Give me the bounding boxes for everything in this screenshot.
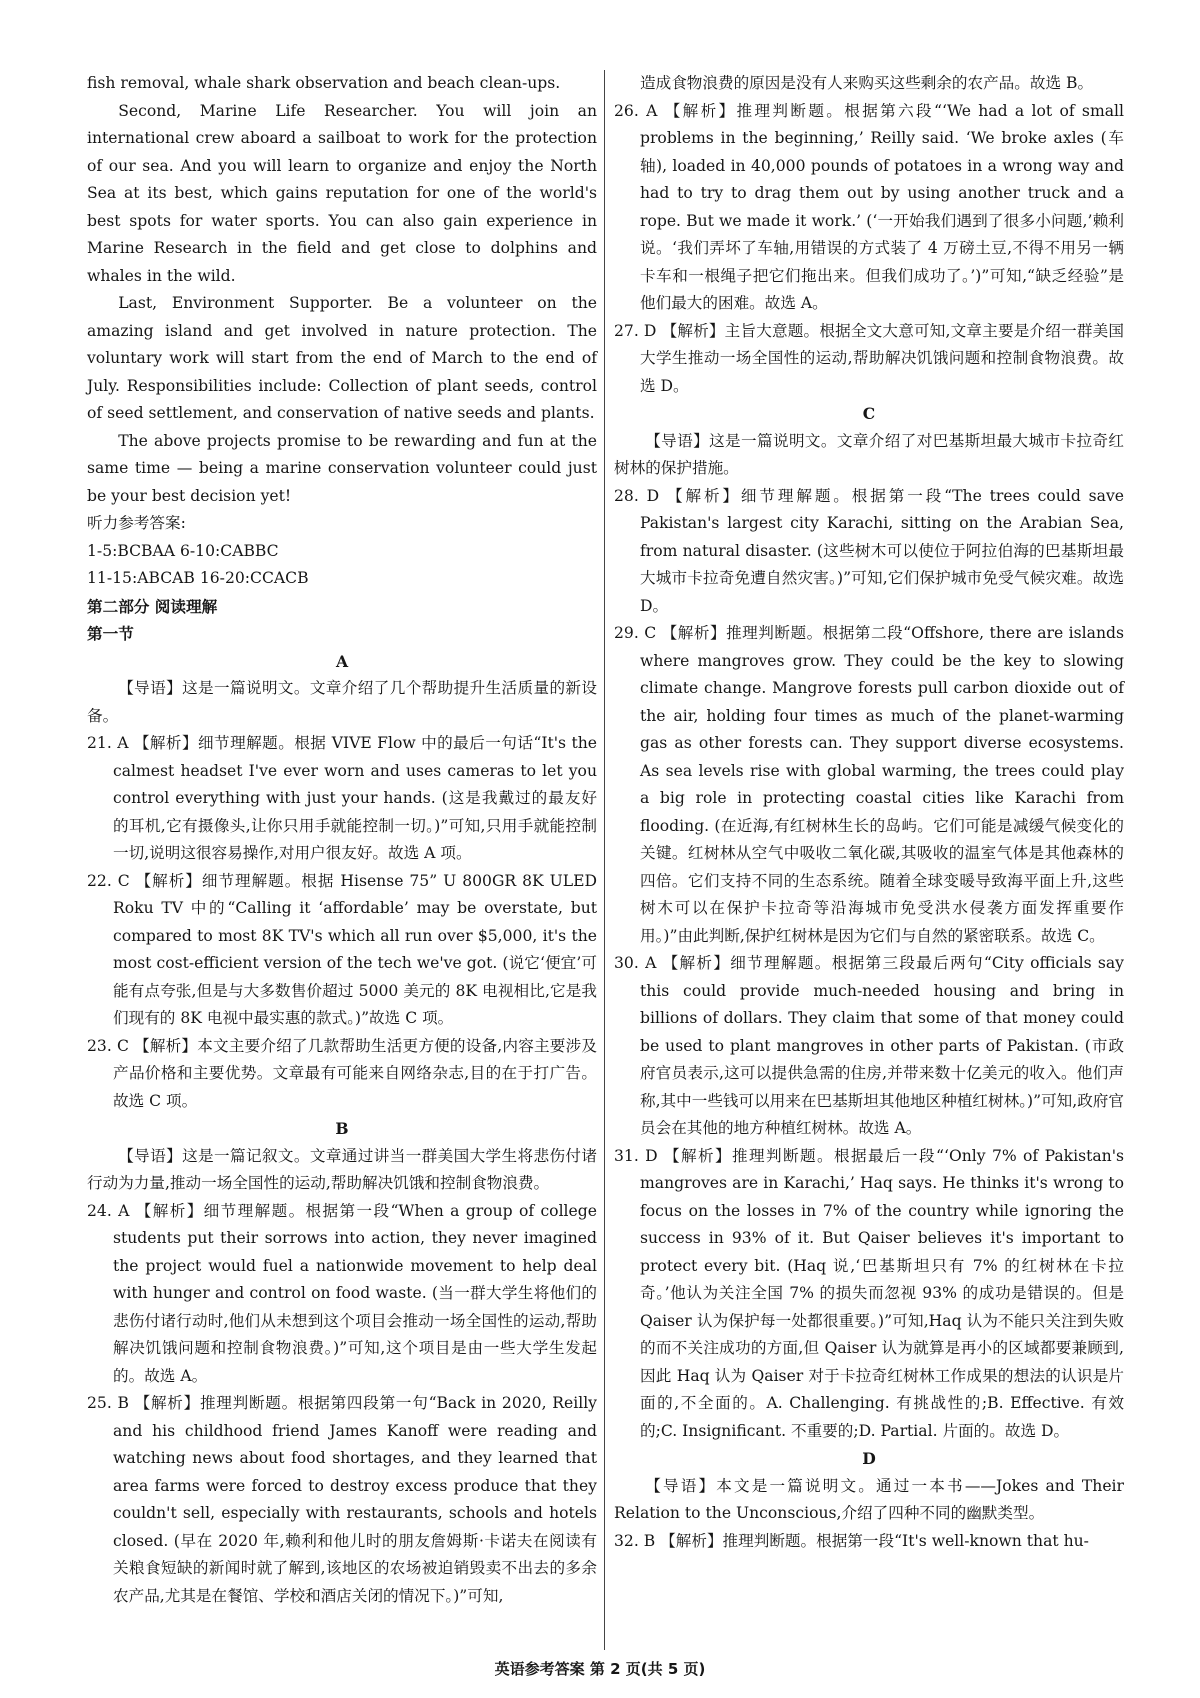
- part-heading: 第二部分 阅读理解: [87, 596, 218, 616]
- text-paragraph: The above projects promise to be rewarding and fun at the same time — being a marine conservation volunteer could just be your best decision yet!: [87, 431, 597, 505]
- text-paragraph: 1-5:BCBAA 6-10:CABBC: [87, 541, 279, 560]
- section-heading: D: [862, 1449, 876, 1468]
- section-heading: B: [335, 1119, 349, 1138]
- column-divider: [604, 70, 605, 1650]
- section-heading: A: [335, 651, 349, 671]
- text-paragraph: Second, Marine Life Researcher. You will join an international crew aboard a sailboat to work for the protection of our sea. And you will learn to organize and enjoy the North Sea at its best, which gains reputation for one of the world's best spots for water sports. You can also gain experience in Marine Research in the field and get close to dolphins and whales in the wild.: [87, 101, 597, 285]
- text-paragraph: 23. C 【解析】本文主要介绍了几款帮助生活更方便的设备,内容主要涉及产品价格和主要优势。文章最有可能来自网络杂志,目的在于打广告。故选 C 项。: [87, 1036, 597, 1110]
- left-column: [87, 70, 597, 1610]
- text-paragraph: 22. C 【解析】细节理解题。根据 Hisense 75” U 800GR 8K ULED Roku TV 中的“Calling it ‘affordable’ may be overstate, but compared to most 8K TV's which all run over $5,000, it's the most cost-efficient version of the tech we've got. (说它‘便宜’可能有点夸张,但是与大多数售价超过 5000 美元的 8K 电视相比,它是我们现有的 8K 电视中最实惠的款式。)”故选 C 项。: [87, 871, 597, 1027]
- text-paragraph: 【导语】这是一篇说明文。文章介绍了对巴基斯坦最大城市卡拉奇红树林的保护措施。: [614, 431, 1124, 477]
- text-paragraph: 11-15:ABCAB 16-20:CCACB: [87, 569, 309, 587]
- part-heading: 第一节: [87, 624, 134, 643]
- text-paragraph: 29. C 【解析】推理判断题。根据第二段“Offshore, there are islands where mangroves grow. They could be the key to slowing climate change. Mangrove forests pull carbon dioxide out of the air, holding four times as much of the planet-warming gas as other forests can. They support diverse ecosystems. As sea levels rise with global warming, the trees could play a big role in protecting coastal cities like Karachi from flooding. (在近海,有红树林生长的岛屿。它们可能是减缓气候变化的关键。红树林从空气中吸收二氧化碳,其吸收的温室气体是其他森林的四倍。它们支持不同的生态系统。随着全球变暖导致海平面上升,这些树木可以在保护卡拉奇等沿海城市免受洪水侵袭方面发挥重要作用。)”由此判断,保护红树林是因为它们与自然的紧密联系。故选 C。: [614, 624, 1124, 945]
- section-heading: C: [862, 404, 876, 423]
- text-paragraph: 21. A 【解析】细节理解题。根据 VIVE Flow 中的最后一句话“It's the calmest headset I've ever worn and uses cameras to let you control everything with just your hands. (这是我戴过的最友好的耳机,它有摄像头,让你只用手就能控制一切。)”可知,只用手就能控制一切,说明这很容易操作,对用户很友好。故选 A 项。: [87, 734, 597, 862]
- text-paragraph: fish removal, whale shark observation and beach clean-ups.: [87, 74, 561, 92]
- right-column: [614, 70, 1124, 1555]
- text-paragraph: 【导语】这是一篇说明文。文章介绍了几个帮助提升生活质量的新设备。: [87, 679, 597, 725]
- text-paragraph: 听力参考答案:: [87, 514, 186, 532]
- text-paragraph: 30. A 【解析】细节理解题。根据第三段最后两句“City officials say this could provide much-needed housing and bring in billions of dollars. They claim that some of that money could be used to plant mangroves in other parts of Pakistan. (市政府官员表示,这可以提供急需的住房,并带来数十亿美元的收入。他们声称,其中一些钱可以用来在巴基斯坦其他地区种植红树林。)”可知,政府官员会在其他的地方种植红树林。故选 A。: [614, 954, 1124, 1137]
- text-paragraph: 25. B 【解析】推理判断题。根据第四段第一句“Back in 2020, Reilly and his childhood friend James Kanoff were reading and watching news about food shortages, and they learned that area farms were forced to destroy excess produce that they couldn't sell, especially with restaurants, schools and hotels closed. (早在 2020 年,赖利和他儿时的朋友詹姆斯·卡诺夫在阅读有关粮食短缺的新闻时就了解到,该地区的农场被迫销毁卖不出去的多余农产品,尤其是在餐馆、学校和酒店关闭的情况下。)”可知,: [87, 1394, 597, 1605]
- text-paragraph: 【导语】这是一篇记叙文。文章通过讲当一群美国大学生将悲伤付诸行动为力量,推动一场全国性的运动,帮助解决饥饿和控制食物浪费。: [87, 1146, 597, 1192]
- text-paragraph: 造成食物浪费的原因是没有人来购买这些剩余的农产品。故选 B。: [640, 74, 1094, 92]
- text-paragraph: 【导语】本文是一篇说明文。通过一本书——Jokes and Their Relation to the Unconscious,介绍了四种不同的幽默类型。: [614, 1476, 1124, 1522]
- text-paragraph: 26. A 【解析】推理判断题。根据第六段“‘We had a lot of small problems in the beginning,’ Reilly said. ‘We broke axles (车轴), loaded in 40,000 pounds of potatoes in a wrong way and had to try to drag them out by using another truck and a rope. But we made it work.’ (‘一开始我们遇到了很多小问题,’赖利说。‘我们弄坏了车轴,用错误的方式装了 4 万磅土豆,不得不用另一辆卡车和一根绳子把它们拖出来。但我们成功了。’)”可知,“缺乏经验”是他们最大的困难。故选 A。: [614, 101, 1124, 312]
- text-paragraph: 24. A 【解析】细节理解题。根据第一段“When a group of college students put their sorrows into action, they never imagined the project would fuel a nationwide movement to help deal with hunger and control on food waste. (当一群大学生将他们的悲伤付诸行动时,他们从未想到这个项目会推动一场全国性的运动,帮助解决饥饿问题和控制食物浪费。)”可知,这个项目是由一些大学生发起的。故选 A。: [87, 1201, 597, 1385]
- text-paragraph: Last, Environment Supporter. Be a volunteer on the amazing island and get involved in nature protection. The voluntary work will start from the end of March to the end of July. Responsibilities include: Collection of plant seeds, control of seed settlement, and conservation of native seeds and plants.: [87, 294, 597, 422]
- page-footer: 英语参考答案 第 2 页(共 5 页): [494, 1660, 706, 1678]
- text-paragraph: 32. B 【解析】推理判断题。根据第一段“It's well-known that hu-: [614, 1531, 1089, 1550]
- text-paragraph: 27. D 【解析】主旨大意题。根据全文大意可知,文章主要是介绍一群美国大学生推动一场全国性的运动,帮助解决饥饿问题和控制食物浪费。故选 D。: [614, 321, 1124, 395]
- text-paragraph: 31. D 【解析】推理判断题。根据最后一段“‘Only 7% of Pakistan's mangroves are in Karachi,’ Haq says. He thinks it's wrong to focus on the losses in 7% of the country while ignoring the success in 93% of it. But Qaiser believes it's important to protect every bit. (Haq 说,‘巴基斯坦只有 7% 的红树林在卡拉奇。’他认为关注全国 7% 的损失而忽视 93% 的成功是错误的。但是 Qaiser 认为保护每一处都很重要。)”可知,Haq 认为不能只关注到失败的而不关注成功的方面,但 Qaiser 认为就算是再小的区域都要兼顾到,因此 Haq 认为 Qaiser 对于卡拉奇红树林工作成果的想法的认识是片面的,不全面的。A. Challenging. 有挑战性的;B. Effective. 有效的;C. Insignificant. 不重要的;D. Partial. 片面的。故选 D。: [614, 1146, 1124, 1440]
- text-paragraph: 28. D 【解析】细节理解题。根据第一段“The trees could save Pakistan's largest city Karachi, sitting on the Arabian Sea, from natural disaster. (这些树木可以使位于阿拉伯海的巴基斯坦最大城市卡拉奇免遭自然灾害。)”可知,它们保护城市免受气候灾难。故选 D。: [614, 486, 1124, 615]
